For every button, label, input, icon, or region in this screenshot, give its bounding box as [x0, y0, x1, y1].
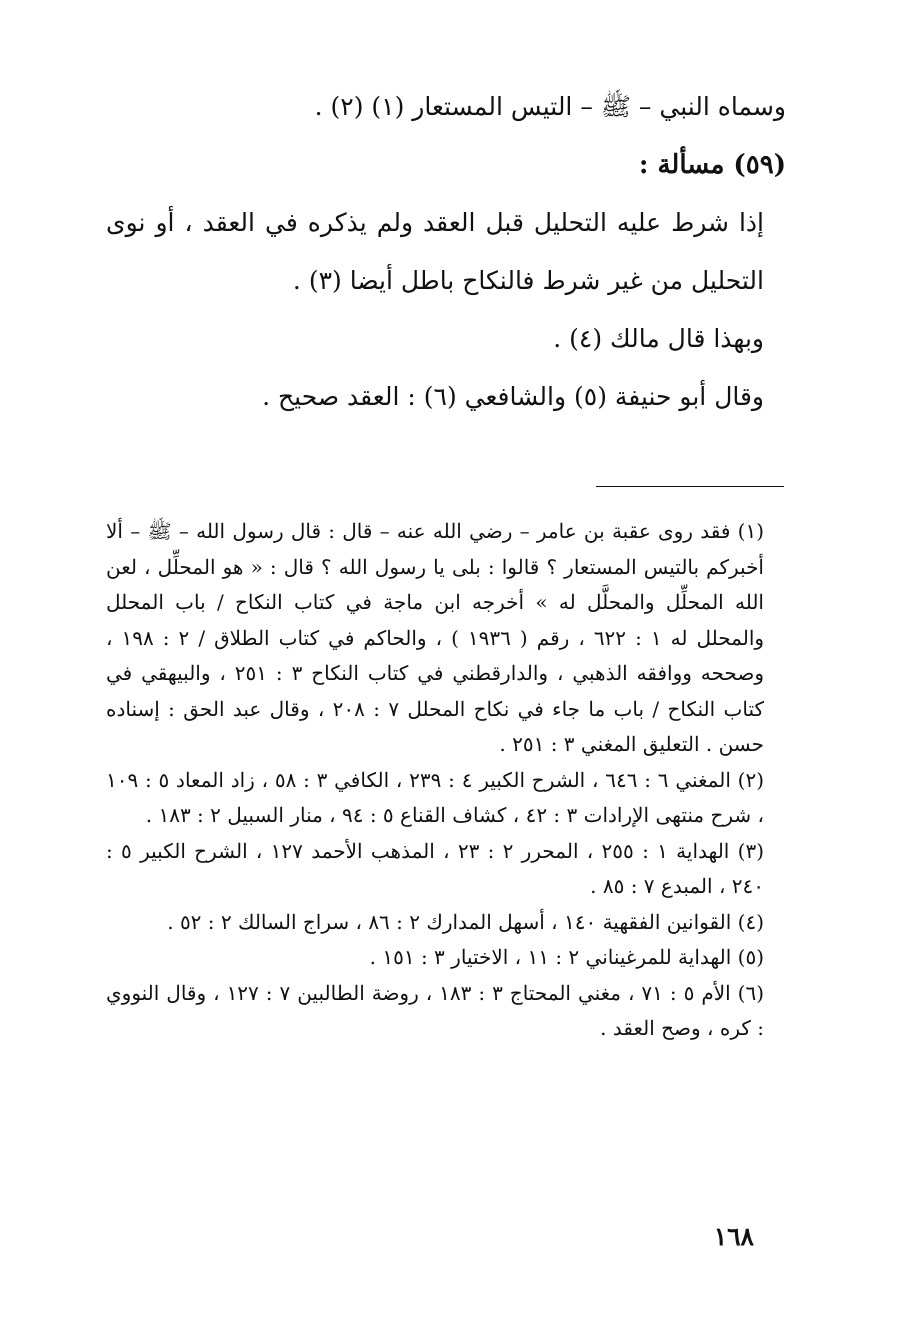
main-text — [106, 78, 786, 426]
page-number: ١٦٨ — [713, 1222, 754, 1251]
paragraph-malik: وبهذا قال مالك (٤) . — [553, 324, 764, 353]
footnote-5: (٥) الهداية للمرغيناني ٢ : ١١ ، الاختيار ٣ : ١٥١ . — [369, 945, 764, 969]
footnote-2: (٢) المغني ٦ : ٦٤٦ ، الشرح الكبير ٤ : ٢٣٩ ، الكافي ٣ : ٥٨ ، زاد المعاد ٥ : ١٠٩ ، شرح منتهى الإرادات ٣ : ٤٢ ، كشاف القناع ٥ : ٩٤ ، منار السبيل ٢ : ١٨٣ . — [106, 767, 765, 827]
issue-heading: (٥٩) مسألة : — [638, 150, 786, 180]
intro-line: وسماه النبي – ﷺ – التيس المستعار (١) (٢) . — [314, 92, 786, 121]
footnote-6: (٦) الأم ٥ : ٧١ ، مغني المحتاج ٣ : ١٨٣ ، روضة الطالبين ٧ : ١٢٧ ، وقال النووي : كره ، وصح العقد . — [106, 980, 765, 1040]
footnotes — [106, 514, 786, 1047]
paragraph-abu-hanifa: وقال أبو حنيفة (٥) والشافعي (٦) : العقد صحيح . — [262, 382, 764, 411]
paragraph-condition: إذا شرط عليه التحليل قبل العقد ولم يذكره في العقد ، أو نوى التحليل من غير شرط فالنكاح باطل أيضا (٣) . — [106, 208, 764, 295]
footnote-1: (١) فقد روى عقبة بن عامر – رضي الله عنه – قال : قال رسول الله – ﷺ – ألا أخبركم بالتيس المستعار ؟ قالوا : بلى يا رسول الله ؟ قال : « هو المحلِّل ، لعن الله المحلِّل والمحلَّل له » أخرجه ابن ماجة في كتاب النكاح / باب المحلل والمحلل له ١ : ٦٢٢ ، رقم ( ١٩٣٦ ) ، والحاكم في كتاب الطلاق / ٢ : ١٩٨ ، وصححه ووافقه الذهبي ، والدارقطني في كتاب النكاح ٣ : ٢٥١ ، والبيهقي في كتاب النكاح / باب ما جاء في نكاح المحلل ٧ : ٢٠٨ ، وقال عبد الحق : إسناده حسن . التعليق المغني ٣ : ٢٥١ . — [106, 519, 765, 756]
footnote-3: (٣) الهداية ١ : ٢٥٥ ، المحرر ٢ : ٢٣ ، المذهب الأحمد ١٢٧ ، الشرح الكبير ٥ : ٢٤٠ ، المبدع ٧ : ٨٥ . — [106, 838, 765, 898]
footnote-separator — [596, 486, 784, 487]
footnote-4: (٤) القوانين الفقهية ١٤٠ ، أسهل المدارك ٢ : ٨٦ ، سراج السالك ٢ : ٥٢ . — [167, 909, 764, 934]
